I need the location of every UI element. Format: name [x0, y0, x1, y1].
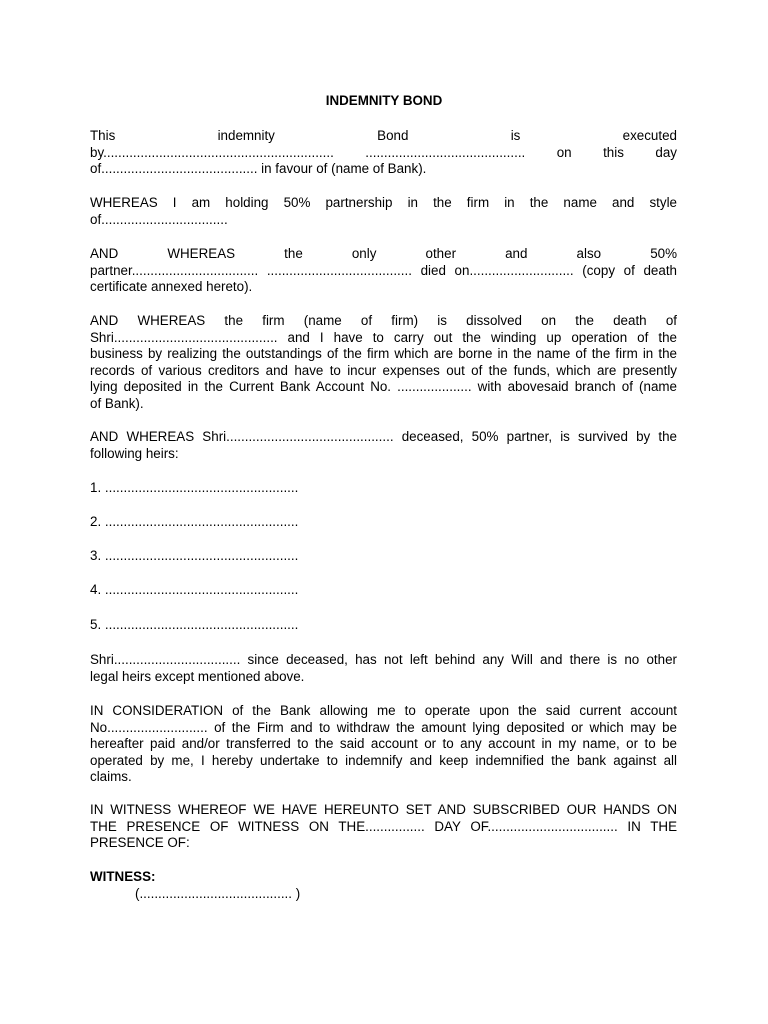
- heir-line-3: 3. ....................................................: [90, 548, 299, 563]
- heir-line-1: 1. ....................................................: [90, 480, 299, 495]
- paragraph-line: IN CONSIDERATION of the Bank allowing me to operate upon the said current account: [90, 703, 677, 718]
- paragraph-line: Shri.................................. since deceased, has not left behind any Will and there is no other: [90, 652, 677, 667]
- paragraph-heirs-intro: [90, 429, 677, 462]
- paragraph-line: claims.: [90, 769, 132, 784]
- paragraph-line: business by realizing the outstandings of the firm which are borne in the name of the firm in the: [90, 346, 677, 361]
- paragraph-line: No........................... of the Firm and to withdraw the amount lying deposited or which may be: [90, 719, 677, 735]
- paragraph-line: IN WITNESS WHEREOF WE HAVE HEREUNTO SET AND SUBSCRIBED OUR HANDS ON: [90, 802, 677, 817]
- heir-line-4: 4. ....................................................: [90, 582, 299, 597]
- paragraph-line: PRESENCE OF:: [90, 835, 190, 850]
- paragraph-line: partner.................................. ....................................... died on............................ (copy of death: [90, 262, 677, 278]
- paragraph-dissolution: [90, 313, 677, 412]
- paragraph-witness-whereof: [90, 802, 677, 852]
- paragraph-line: records of various creditors and have to incur expenses out of the funds, which are presently: [90, 362, 677, 378]
- paragraph-line: AND WHEREAS the only other and also 50%: [90, 246, 677, 261]
- paragraph-line: lying deposited in the Current Bank Account No. .................... with abovesaid branch of (name: [90, 379, 677, 394]
- paragraph-line: following heirs:: [90, 445, 179, 461]
- witness-signature-line: (......................................... ): [135, 886, 301, 901]
- heir-line-5: 5. ....................................................: [90, 617, 299, 632]
- paragraph-no-will: [90, 652, 677, 685]
- paragraph-line: by.............................................................. ........................................... on this day: [90, 144, 677, 160]
- document-title: INDEMNITY BOND: [325, 93, 443, 108]
- paragraph-line: of Bank).: [90, 395, 144, 411]
- paragraph-line: This indemnity Bond is executed: [90, 128, 677, 143]
- paragraph-line: legal heirs except mentioned above.: [90, 668, 305, 684]
- heir-line-2: 2. ....................................................: [90, 514, 299, 529]
- witness-label: WITNESS:: [90, 869, 156, 884]
- paragraph-partnership: [90, 195, 677, 228]
- paragraph-line: AND WHEREAS Shri............................................. deceased, 50% partner, is survived by the: [90, 429, 677, 444]
- paragraph-consideration: [90, 703, 677, 786]
- paragraph-line: THE PRESENCE OF WITNESS ON THE................ DAY OF................................... IN THE: [90, 818, 677, 834]
- paragraph-execution: [90, 128, 677, 178]
- paragraph-line: of.......................................... in favour of (name of Bank).: [90, 161, 427, 176]
- paragraph-line: AND WHEREAS the firm (name of firm) is dissolved on the death of: [90, 313, 677, 328]
- paragraph-line: WHEREAS I am holding 50% partnership in the firm in the name and style: [90, 195, 677, 210]
- paragraph-line: Shri............................................ and I have to carry out the winding up operation of the: [90, 329, 677, 345]
- paragraph-line: hereafter paid and/or transferred to the said account or to any account in my name, or to be: [90, 736, 677, 751]
- paragraph-line: of..................................: [90, 211, 228, 227]
- paragraph-other-partner: [90, 246, 677, 296]
- paragraph-line: operated by me, I hereby undertake to indemnify and keep indemnified the bank against all: [90, 752, 677, 768]
- paragraph-line: certificate annexed hereto).: [90, 279, 253, 294]
